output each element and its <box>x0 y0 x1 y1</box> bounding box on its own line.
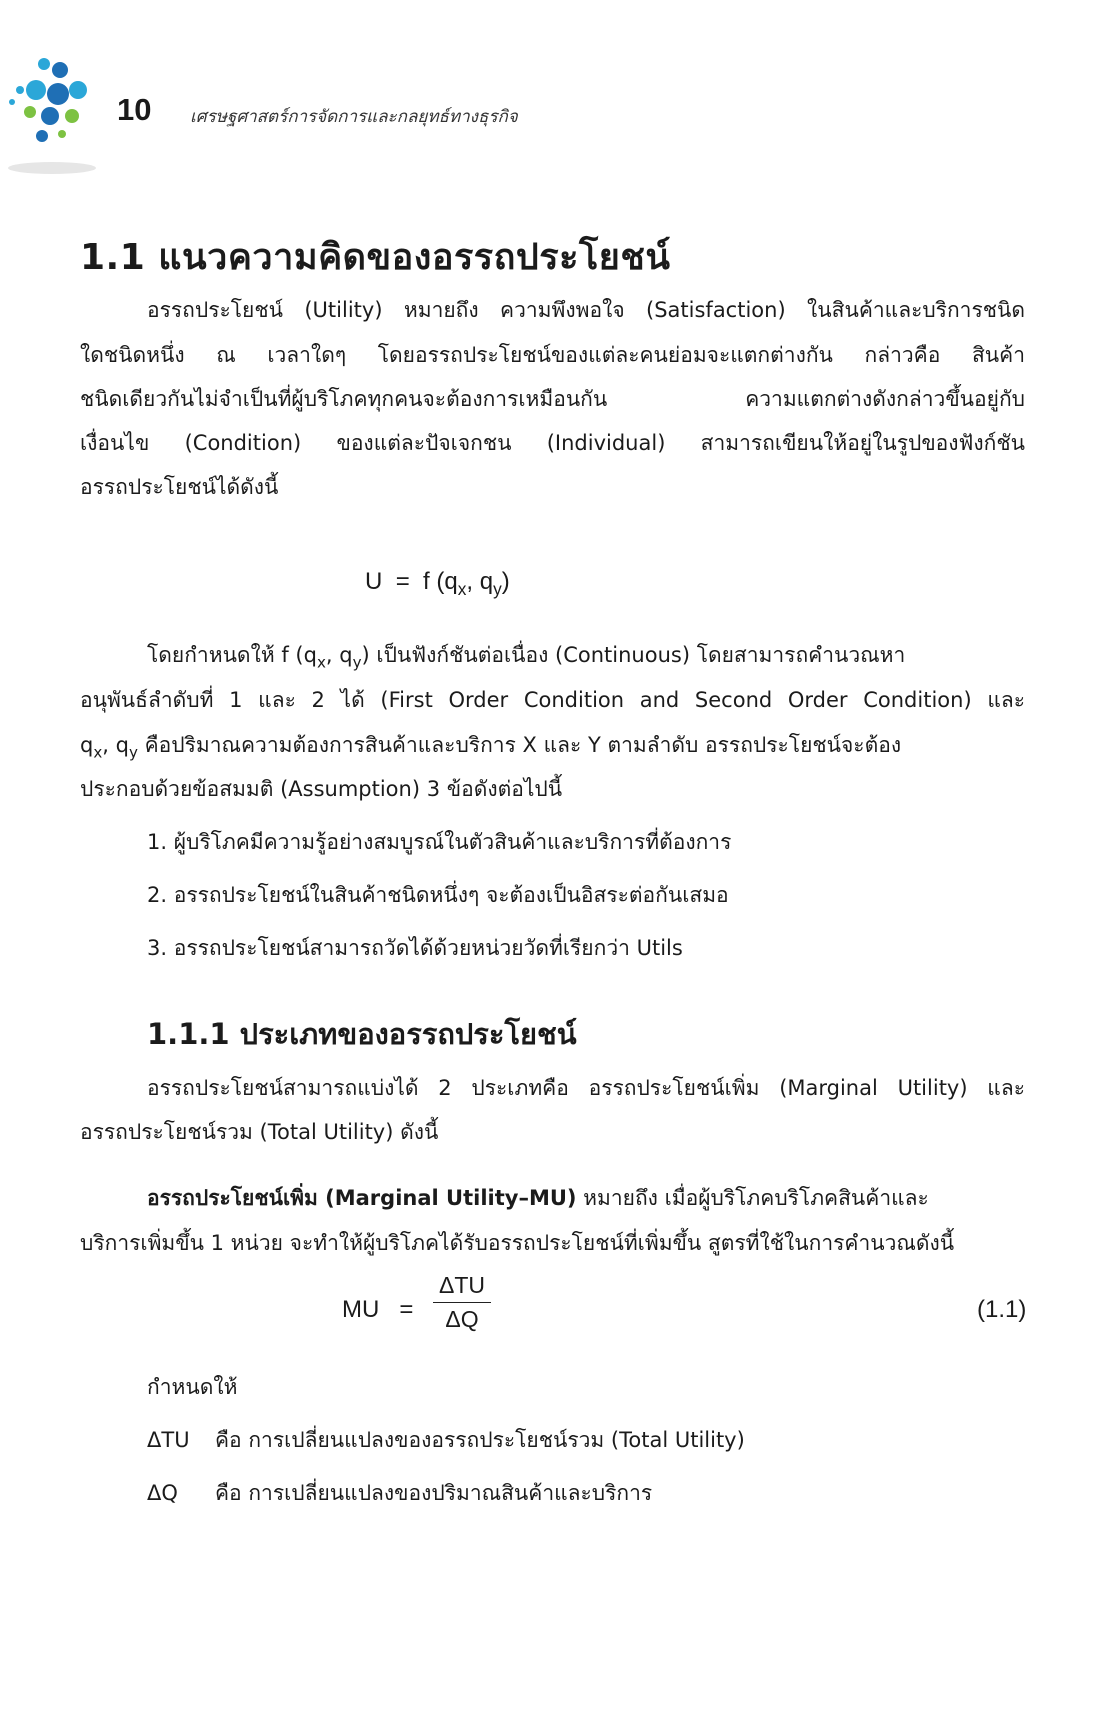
utility-function-equation: U = f ($q_x$, $q_y$) <box>365 568 510 600</box>
para1-line: อรรถประโยชน์ (Utility) หมายถึง ความพึงพอใจ (Satisfaction) ในสินค้าและบริการชนิด <box>147 298 1025 322</box>
assumption-item: 3. อรรถประโยชน์สามารถวัดได้ด้วยหน่วยวัดที่เรียกว่า Utils <box>147 936 683 960</box>
mu-definition-line-2: บริการเพิ่มขึ้น 1 หน่วย จะทำให้ผู้บริโภคได้รับอรรถประโยชน์ที่เพิ่มขึ้น สูตรที่ใช้ในการคำนวณดังนี้ <box>80 1231 955 1255</box>
para1-line: เงื่อนไข (Condition) ของแต่ละปัจเจกชน (Individual) สามารถเขียนให้อยู่ในรูปของฟังก์ชัน <box>80 431 1025 455</box>
para1-line: อรรถประโยชน์ได้ดังนี้ <box>80 475 279 499</box>
subsection-para-line: อรรถประโยชน์รวม (Total Utility) ดังนี้ <box>80 1120 439 1144</box>
assumption-item: 2. อรรถประโยชน์ในสินค้าชนิดหนึ่งๆ จะต้องเป็นอิสระต่อกันเสมอ <box>147 883 729 907</box>
equation-number: (1.1) <box>977 1296 1027 1323</box>
para2-line-3: $q_x$, $q_y$ คือปริมาณความต้องการสินค้าและบริการ X และ Y ตามลำดับ อรรถประโยชน์จะต้อง <box>80 733 902 762</box>
subsection-para-line: อรรถประโยชน์สามารถแบ่งได้ 2 ประเภทคือ อรรถประโยชน์เพิ่ม (Marginal Utility) และ <box>147 1076 1025 1100</box>
mu-fraction <box>433 1272 491 1333</box>
fraction-numerator: ΔTU <box>433 1272 491 1303</box>
running-title: เศรษฐศาสตร์การจัดการและกลยุทธ์ทางธุรกิจ <box>190 107 518 127</box>
mu-equation-lhs: MU = <box>342 1296 414 1323</box>
subsection-title: 1.1.1 ประเภทของอรรถประโยชน์ <box>147 1017 577 1051</box>
definition-text: คือ การเปลี่ยนแปลงของปริมาณสินค้าและบริการ <box>215 1481 653 1505</box>
para1-line: ใดชนิดหนึ่ง ณ เวลาใดๆ โดยอรรถประโยชน์ของแต่ละคนย่อมจะแตกต่างกัน กล่าวคือ สินค้า <box>80 343 1025 367</box>
para2-line-2: อนุพันธ์ลำดับที่ 1 และ 2 ได้ (First Order Condition and Second Order Condition) และ <box>80 688 1025 712</box>
fraction-denominator: ΔQ <box>445 1306 479 1332</box>
assumption-item: 1. ผู้บริโภคมีความรู้อย่างสมบูรณ์ในตัวสินค้าและบริการที่ต้องการ <box>147 830 732 854</box>
page-number: 10 <box>117 92 152 127</box>
definition-symbol: ΔTU <box>147 1428 190 1452</box>
para1-line: ชนิดเดียวกันไม่จำเป็นที่ผู้บริโภคทุกคนจะต้องการเหมือนกัน ความแตกต่างดังกล่าวขึ้นอยู่กับ <box>80 387 1025 411</box>
given-label: กำหนดให้ <box>147 1375 238 1399</box>
para2-line-4: ประกอบด้วยข้อสมมติ (Assumption) 3 ข้อดังต่อไปนี้ <box>80 777 563 801</box>
definition-symbol: ΔQ <box>147 1481 178 1505</box>
section-title: 1.1 แนวความคิดของอรรถประโยชน์ <box>80 237 671 278</box>
publisher-logo <box>0 50 100 180</box>
para2-line-1: โดยกำหนดให้ f ($q_x$, $q_y$) เป็นฟังก์ชันต่อเนื่อง (Continuous) โดยสามารถคำนวณหา <box>147 643 906 672</box>
mu-definition-line-1: อรรถประโยชน์เพิ่ม (Marginal Utility–MU) หมายถึง เมื่อผู้บริโภคบริโภคสินค้าและ <box>147 1186 929 1210</box>
definition-text: คือ การเปลี่ยนแปลงของอรรถประโยชน์รวม (Total Utility) <box>215 1428 745 1452</box>
mu-term: อรรถประโยชน์เพิ่ม (Marginal Utility–MU) <box>147 1186 577 1210</box>
